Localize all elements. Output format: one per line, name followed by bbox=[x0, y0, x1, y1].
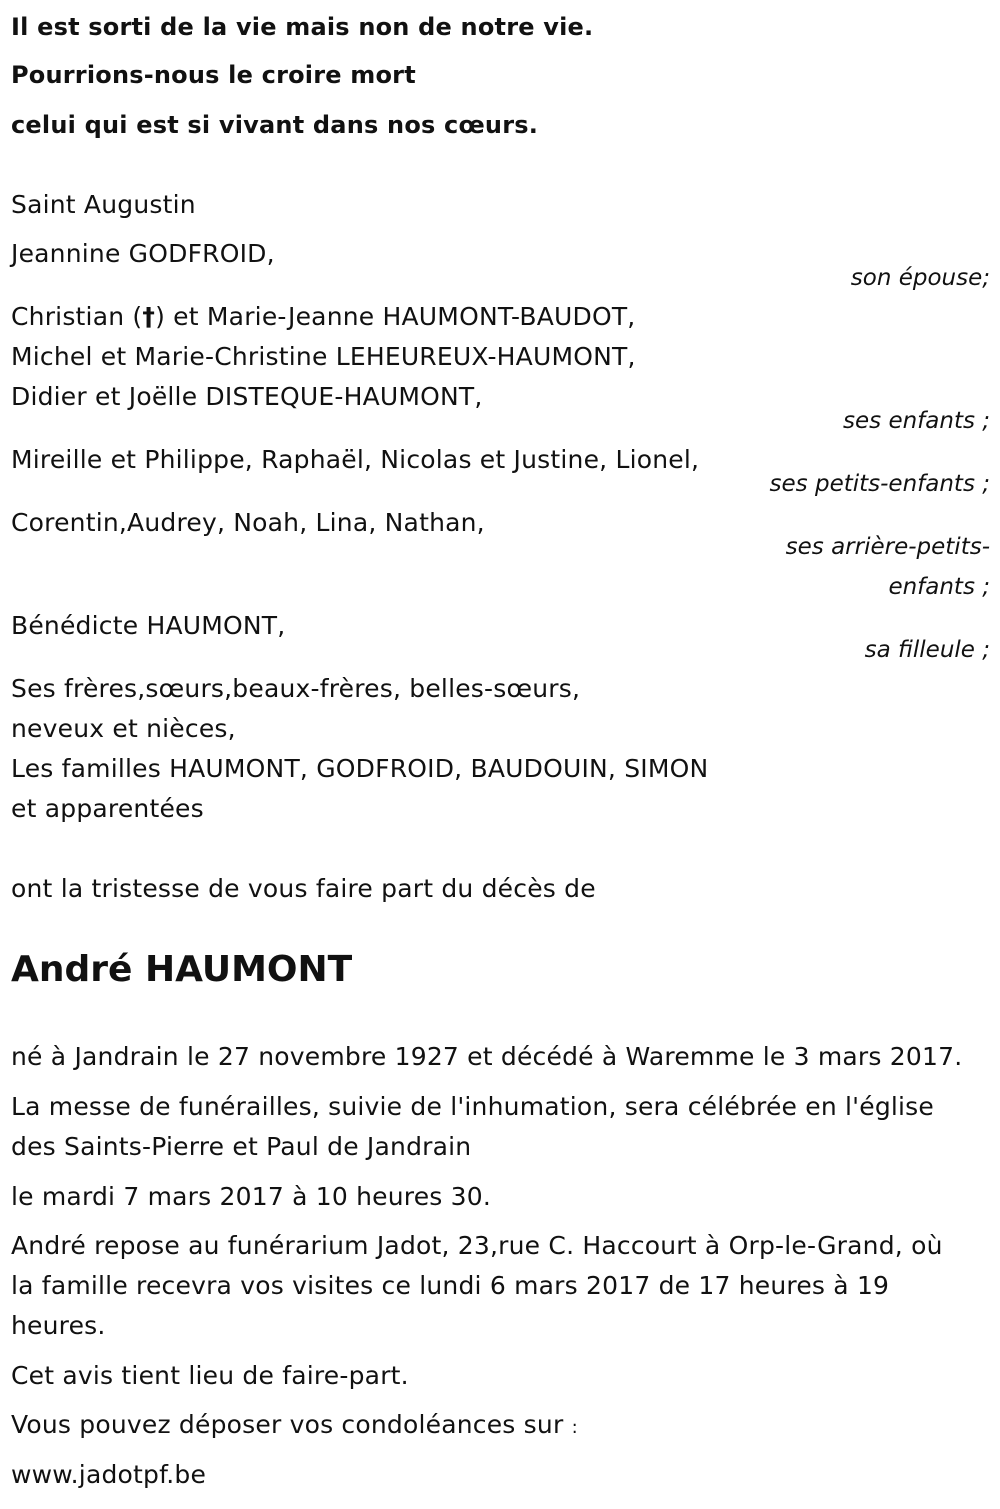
quote-line-3: celui qui est si vivant dans nos cœurs. bbox=[11, 111, 539, 139]
children-line-1 bbox=[11, 297, 635, 337]
mass-line-2: des Saints-Pierre et Paul de Jandrain bbox=[11, 1132, 472, 1161]
others-line-1: Ses frères,sœurs,beaux-frères, belles-sœurs, bbox=[11, 674, 581, 703]
announcement: ont la tristesse de vous faire part du décès de bbox=[11, 874, 596, 903]
mass-line-1: La messe de funérailles, suivie de l'inhumation, sera célébrée en l'église bbox=[11, 1092, 934, 1121]
deceased-name: André HAUMONT bbox=[11, 949, 353, 990]
grandchildren-role: ses petits-enfants ; bbox=[769, 471, 990, 497]
website-link[interactable]: www.jadotpf.be bbox=[11, 1460, 207, 1489]
children-line-2: Michel et Marie-Christine LEHEUREUX-HAUMONT, bbox=[11, 342, 636, 371]
rest-line-2: la famille recevra vos visites ce lundi 6 mars 2017 de 17 heures à 19 bbox=[11, 1271, 890, 1300]
goddaughter-name: Bénédicte HAUMONT, bbox=[11, 611, 286, 640]
rest-line-1: André repose au funérarium Jadot, 23,rue C. Haccourt à Orp-le-Grand, où bbox=[11, 1231, 943, 1260]
children-role: ses enfants ; bbox=[843, 408, 990, 434]
children-line-3: Didier et Joëlle DISTEQUE-HAUMONT, bbox=[11, 382, 483, 411]
goddaughter-role: sa filleule ; bbox=[864, 637, 990, 663]
great-grandchildren-role-line-2: enfants ; bbox=[888, 574, 990, 600]
notice-line: Cet avis tient lieu de faire-part. bbox=[11, 1361, 409, 1390]
others-line-4: et apparentées bbox=[11, 794, 204, 823]
quote-author: Saint Augustin bbox=[11, 190, 196, 219]
rest-line-3: heures. bbox=[11, 1311, 106, 1340]
great-grandchildren-role-line-1: ses arrière-petits- bbox=[785, 534, 990, 560]
mass-date: le mardi 7 mars 2017 à 10 heures 30. bbox=[11, 1182, 492, 1211]
condolences-text: Vous pouvez déposer vos condoléances sur bbox=[11, 1410, 572, 1439]
children-line-1-pre: Christian ( bbox=[11, 302, 143, 331]
birth-death-line: né à Jandrain le 27 novembre 1927 et décédé à Waremme le 3 mars 2017. bbox=[11, 1042, 963, 1071]
children-line-1-post: ) et Marie-Jeanne HAUMONT-BAUDOT, bbox=[155, 302, 636, 331]
condolences-colon: : bbox=[571, 1417, 578, 1438]
others-line-2: neveux et nièces, bbox=[11, 714, 236, 743]
quote-line-1: Il est sorti de la vie mais non de notre vie. bbox=[11, 13, 594, 41]
grandchildren-names: Mireille et Philippe, Raphaël, Nicolas et Justine, Lionel, bbox=[11, 445, 700, 474]
great-grandchildren-names: Corentin,Audrey, Noah, Lina, Nathan, bbox=[11, 508, 485, 537]
others-line-3: Les familles HAUMONT, GODFROID, BAUDOUIN, SIMON bbox=[11, 754, 709, 783]
condolences-line bbox=[11, 1405, 578, 1448]
cross-icon: † bbox=[142, 302, 156, 331]
spouse-name: Jeannine GODFROID, bbox=[11, 239, 275, 268]
quote-line-2: Pourrions-nous le croire mort bbox=[11, 61, 416, 89]
spouse-role: son épouse; bbox=[850, 265, 990, 291]
